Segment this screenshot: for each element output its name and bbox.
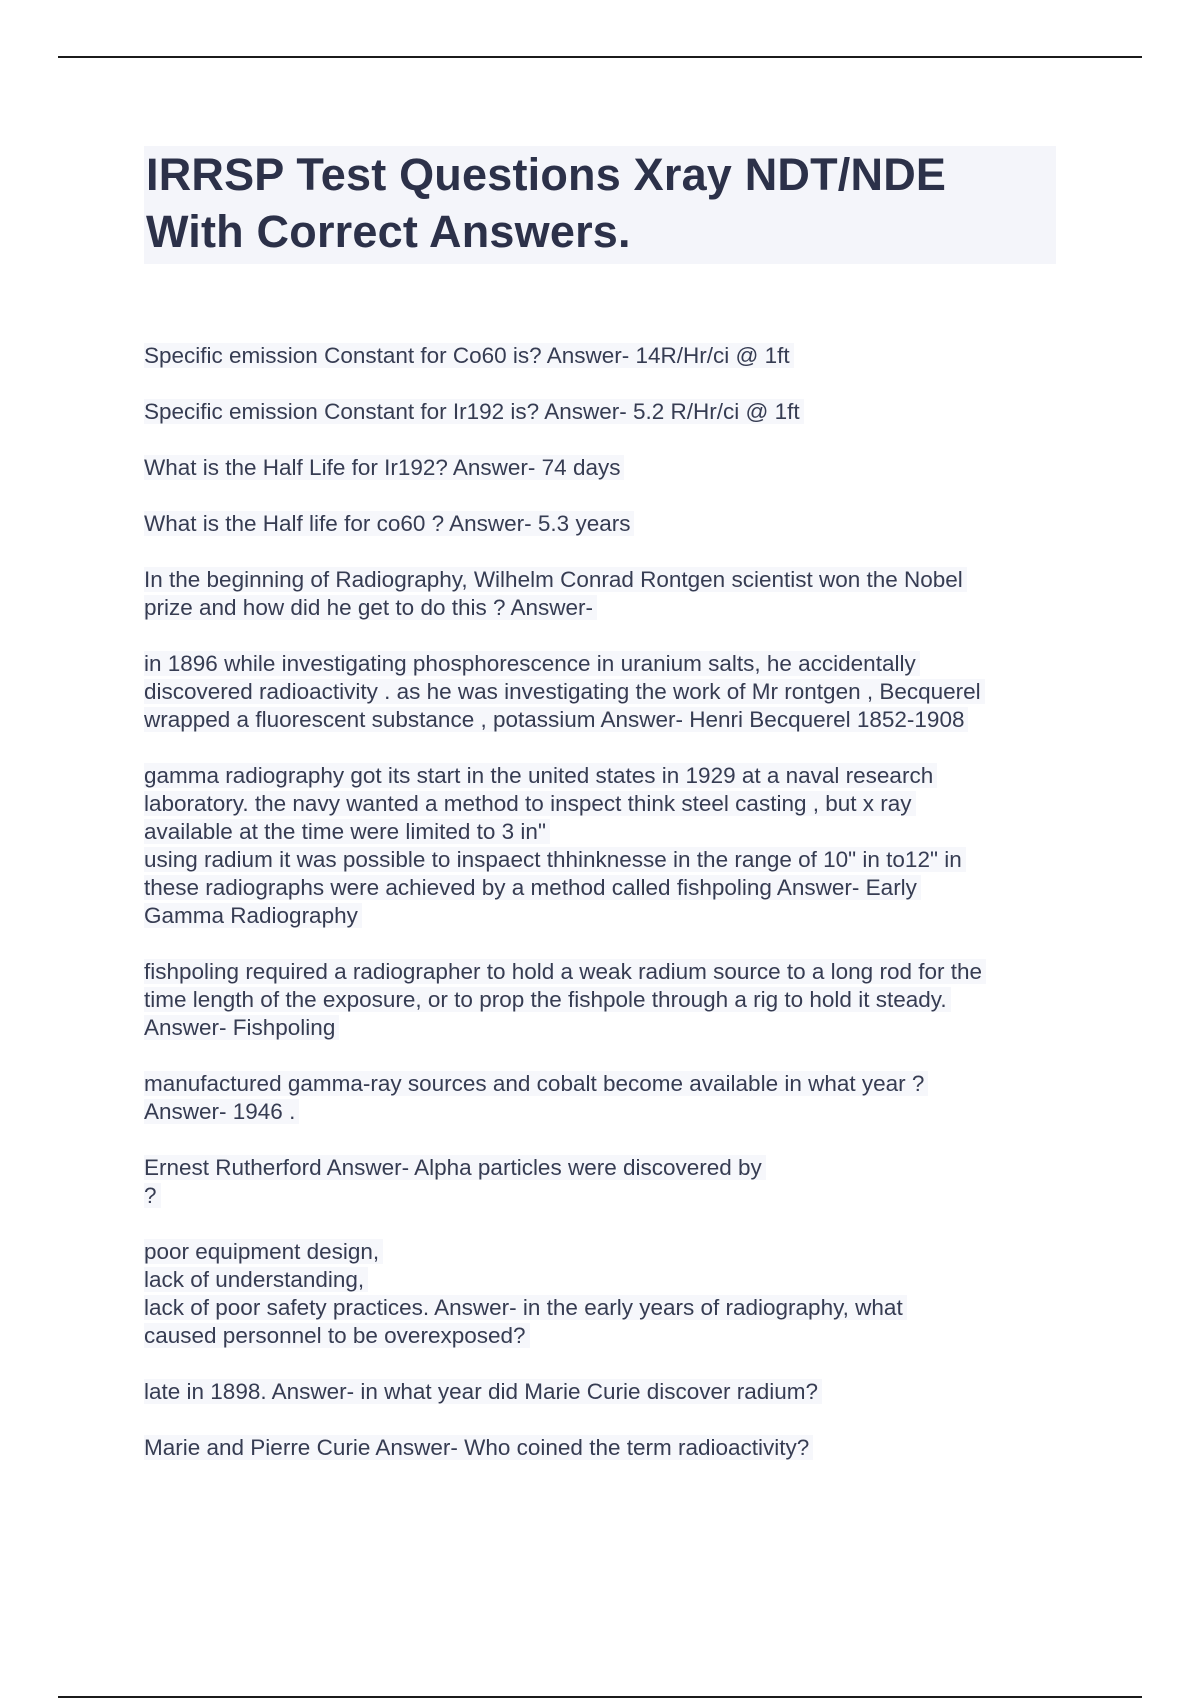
qa-line-text: poor equipment design, <box>144 1239 383 1264</box>
qa-line-text: gamma radiography got its start in the united states in 1929 at a naval research <box>144 763 937 788</box>
qa-line <box>144 1014 1056 1042</box>
bottom-rule <box>58 1696 1142 1698</box>
qa-line-text: manufactured gamma-ray sources and cobalt become available in what year ? <box>144 1071 928 1096</box>
qa-line <box>144 958 1056 986</box>
qa-line <box>144 762 1056 790</box>
qa-item <box>144 1154 1056 1210</box>
qa-line <box>144 818 1056 846</box>
qa-line <box>144 874 1056 902</box>
qa-line-text: Gamma Radiography <box>144 903 362 928</box>
qa-line <box>144 1154 1056 1182</box>
qa-line <box>144 1322 1056 1350</box>
qa-line-text: What is the Half life for co60 ? Answer- 5.3 years <box>144 511 634 536</box>
qa-line <box>144 342 1056 370</box>
qa-line <box>144 1070 1056 1098</box>
qa-line-text: Specific emission Constant for Co60 is? Answer- 14R/Hr/ci @ 1ft <box>144 343 794 368</box>
qa-line-text: caused personnel to be overexposed? <box>144 1323 530 1348</box>
qa-item <box>144 510 1056 538</box>
qa-line-text: Specific emission Constant for Ir192 is? Answer- 5.2 R/Hr/ci @ 1ft <box>144 399 804 424</box>
qa-line-text: laboratory. the navy wanted a method to inspect think steel casting , but x ray <box>144 791 916 816</box>
qa-line <box>144 1434 1056 1462</box>
qa-line-text: in 1896 while investigating phosphorescence in uranium salts, he accidentally <box>144 651 920 676</box>
qa-item <box>144 1238 1056 1350</box>
qa-line <box>144 1238 1056 1266</box>
qa-line <box>144 706 1056 734</box>
qa-line <box>144 846 1056 874</box>
qa-line-text: Ernest Rutherford Answer- Alpha particles were discovered by <box>144 1155 766 1180</box>
qa-line-text: using radium it was possible to inspaect thhinknesse in the range of 10" in to12" in <box>144 847 966 872</box>
qa-item <box>144 454 1056 482</box>
qa-line-text: What is the Half Life for Ir192? Answer- 74 days <box>144 455 624 480</box>
qa-item <box>144 1434 1056 1462</box>
qa-item <box>144 342 1056 370</box>
qa-line-text: prize and how did he get to do this ? Answer- <box>144 595 597 620</box>
qa-line <box>144 454 1056 482</box>
qa-line-text: late in 1898. Answer- in what year did Marie Curie discover radium? <box>144 1379 822 1404</box>
qa-line <box>144 1378 1056 1406</box>
qa-line-text: Answer- 1946 . <box>144 1099 299 1124</box>
qa-line <box>144 594 1056 622</box>
qa-line-text: ? <box>144 1183 161 1208</box>
qa-line <box>144 1266 1056 1294</box>
qa-line <box>144 986 1056 1014</box>
qa-line <box>144 1098 1056 1126</box>
qa-line-text: discovered radioactivity . as he was investigating the work of Mr rontgen , Becquerel <box>144 679 985 704</box>
qa-line <box>144 510 1056 538</box>
qa-line <box>144 1294 1056 1322</box>
qa-item <box>144 398 1056 426</box>
qa-line-text: lack of understanding, <box>144 1267 368 1292</box>
document-title: IRRSP Test Questions Xray NDT/NDE With Correct Answers. <box>144 146 1056 264</box>
qa-item <box>144 650 1056 734</box>
qa-item <box>144 566 1056 622</box>
qa-line-text: wrapped a fluorescent substance , potassium Answer- Henri Becquerel 1852-1908 <box>144 707 968 732</box>
qa-item <box>144 762 1056 930</box>
qa-line <box>144 902 1056 930</box>
qa-line-text: lack of poor safety practices. Answer- in the early years of radiography, what <box>144 1295 907 1320</box>
qa-line-text: fishpoling required a radiographer to hold a weak radium source to a long rod for the <box>144 959 986 984</box>
qa-line-text: these radiographs were achieved by a method called fishpoling Answer- Early <box>144 875 921 900</box>
qa-item <box>144 1070 1056 1126</box>
qa-line <box>144 566 1056 594</box>
document-body <box>144 146 1056 1490</box>
qa-line-text: Marie and Pierre Curie Answer- Who coined the term radioactivity? <box>144 1435 813 1460</box>
qa-line <box>144 398 1056 426</box>
qa-list <box>144 342 1056 1462</box>
qa-item <box>144 1378 1056 1406</box>
qa-line <box>144 1182 1056 1210</box>
qa-line <box>144 790 1056 818</box>
qa-line-text: In the beginning of Radiography, Wilhelm Conrad Rontgen scientist won the Nobel <box>144 567 967 592</box>
top-rule <box>58 56 1142 58</box>
qa-line-text: time length of the exposure, or to prop the fishpole through a rig to hold it steady. <box>144 987 951 1012</box>
qa-line <box>144 650 1056 678</box>
qa-line-text: available at the time were limited to 3 in" <box>144 819 550 844</box>
qa-line-text: Answer- Fishpoling <box>144 1015 339 1040</box>
qa-item <box>144 958 1056 1042</box>
qa-line <box>144 678 1056 706</box>
